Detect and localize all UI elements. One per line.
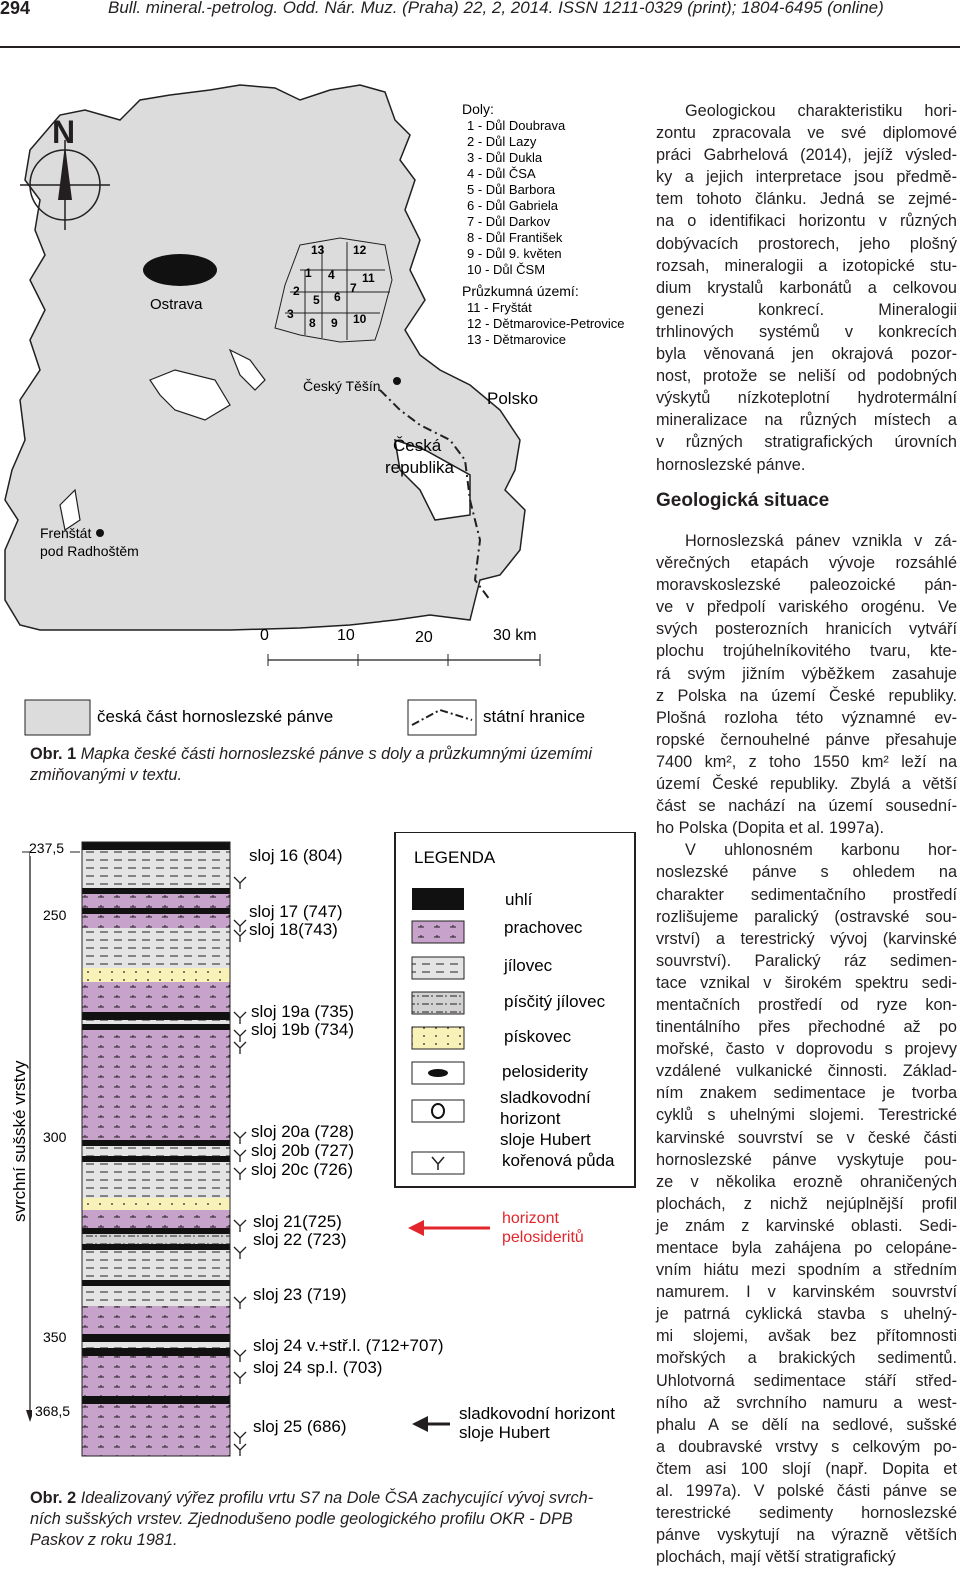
area-4: 4 (328, 268, 335, 282)
city-frenstat-1: Frenštát (40, 525, 92, 541)
text-line: Geologickou charakteristiku hori- (685, 102, 957, 120)
arrow-red-icon (408, 1220, 424, 1236)
text-line: noslezské pánve s ohledem na (656, 863, 957, 882)
text-line: mi slojemi, avšak bez přítomnosti (656, 1327, 957, 1346)
svg-text:7 - Důl Darkov: 7 - Důl Darkov (467, 214, 551, 229)
profile-layer (82, 914, 230, 928)
depth-labels (29, 838, 74, 1420)
text-line: plochách, mají větší stratigrafický (656, 1548, 896, 1567)
profile-layer (82, 1140, 230, 1146)
svg-text:8 - Důl František: 8 - Důl František (467, 230, 563, 245)
text-line: ve v předpolí variského orogénu. Ve (656, 598, 957, 617)
profile-layer (82, 1334, 230, 1342)
svg-text:sloj 23 (719): sloj 23 (719) (253, 1285, 347, 1304)
svg-text:2 - Důl Lazy: 2 - Důl Lazy (467, 134, 537, 149)
text-line: karvinské souvrství se v české části (656, 1128, 957, 1147)
svg-text:250: 250 (43, 907, 67, 923)
mines-list (467, 118, 566, 277)
svg-text:sloj 19b (734): sloj 19b (734) (251, 1020, 355, 1039)
root-icon (234, 1247, 246, 1259)
text-line: V uhlonosném karbonu hor- (685, 841, 957, 860)
svg-text:6 - Důl Gabriela: 6 - Důl Gabriela (467, 198, 559, 213)
profile-layer (82, 1244, 230, 1250)
profile-layer (82, 1250, 230, 1280)
svg-text:20: 20 (415, 629, 433, 646)
svg-text:300: 300 (43, 1129, 67, 1145)
profile-layer (82, 1012, 230, 1020)
text-line: ním znakem sedimentace je tvorba (656, 1084, 957, 1103)
profile-layer (82, 928, 230, 968)
text-line: rá svým jižním výběžkem zasahuje (656, 664, 957, 683)
text-line: čtem asi 100 slojí (např. Dopita et (656, 1459, 957, 1478)
svg-text:sloj 22 (723): sloj 22 (723) (253, 1230, 347, 1249)
profile-layer (82, 1396, 230, 1404)
city-tesin: Český Těšín (303, 378, 381, 394)
text-line: hornoslezské pánve vyskytuje pou- (656, 1150, 957, 1169)
profile-layer (82, 1146, 230, 1156)
root-icon (234, 1132, 246, 1144)
profile-layer (82, 1030, 230, 1140)
svg-text:3 - Důl Dukla: 3 - Důl Dukla (467, 150, 543, 165)
svg-text:1 - Důl Doubrava: 1 - Důl Doubrava (467, 118, 566, 133)
text-line: mentačních prostředí od ryze kon- (656, 995, 957, 1014)
text-line: rozsah, mineralogii a izotopické stu- (656, 256, 957, 275)
legend-basin-swatch (25, 700, 90, 735)
area-3: 3 (287, 307, 294, 321)
text-line: genezi konkrecí. Mineralogii (656, 300, 957, 319)
text-line: v různých stratigrafických úrovních (656, 433, 957, 452)
figure-1-map (0, 80, 650, 740)
text-line: Uhlotvorná sedimentace stáří střed- (656, 1371, 957, 1390)
svg-text:sloj 18(743): sloj 18(743) (249, 920, 338, 939)
svg-text:4 - Důl ČSA: 4 - Důl ČSA (467, 166, 536, 181)
svg-text:horizont: horizont (500, 1109, 561, 1128)
svg-text:prachovec: prachovec (504, 918, 583, 937)
profile-layer (82, 982, 230, 1012)
text-line: hornoslezské pánve. (656, 455, 806, 474)
figure-2-profile (0, 832, 650, 1462)
text-line: svých posterozních hranicích vytváří (656, 620, 957, 639)
svg-text:kořenová půda: kořenová půda (502, 1151, 615, 1170)
text-line: rozlišujeme paralický (ostravské sou- (656, 907, 957, 926)
profile-layer (82, 1024, 230, 1030)
arrow1-line2: pelosideritů (502, 1229, 584, 1246)
svg-text:pelosiderity: pelosiderity (502, 1062, 588, 1081)
text-line: nost, protože se neliší od podobných (656, 367, 957, 386)
profile-layer (82, 968, 230, 982)
text-line: Hornoslezská pánev vznikla v zá- (685, 532, 957, 550)
text-line: vrství) a terestrický vývoj (karvinské (656, 929, 957, 948)
profile-layer (82, 1348, 230, 1356)
text-line: vním hiátu mezi spodním a středním (656, 1261, 957, 1280)
root-icon (234, 920, 246, 932)
svg-text:sloj 25 (686): sloj 25 (686) (253, 1417, 347, 1436)
arrow2-line1: sladkovodní horizont (459, 1404, 615, 1423)
svg-text:9 - Důl 9. květen: 9 - Důl 9. květen (467, 246, 562, 261)
svg-text:237,5: 237,5 (29, 840, 65, 856)
area-12: 12 (353, 243, 367, 257)
profile-layer (82, 1356, 230, 1396)
root-icon (234, 1432, 246, 1444)
intro-paragraph (656, 100, 957, 476)
text-line: moravskoslezské paleozoické pán- (656, 576, 957, 595)
svg-text:sloj 16 (804): sloj 16 (804) (249, 846, 343, 865)
text-line: na o identifikaci horizontu v různých (656, 212, 957, 231)
caption-1: Obr. 1 Mapka české části hornoslezské pánve s doly a průzkumnými územími zmiňovanými v textu. (30, 745, 592, 784)
root-icon (234, 1012, 246, 1024)
area-1: 1 (305, 266, 312, 280)
profile-layer (82, 850, 230, 888)
svg-text:368,5: 368,5 (35, 1403, 71, 1419)
svg-text:sladkovodní: sladkovodní (500, 1088, 591, 1107)
area-9: 9 (331, 316, 338, 330)
svg-text:sloj 20b (727): sloj 20b (727) (251, 1141, 355, 1160)
profile-layer (82, 894, 230, 908)
area-7: 7 (350, 281, 357, 295)
text-line: ky a jejich interpretace jsou předmě- (656, 168, 957, 187)
arrow1-line1: horizont (502, 1210, 559, 1227)
vertical-label: svrchní sušské vrstvy (10, 1060, 29, 1222)
text-line: namurem. I v karvinském souvrství (656, 1283, 957, 1302)
profile-layer (82, 842, 230, 850)
text-line: dobývacích prostorech, jeho plošný (656, 234, 957, 253)
root-icon (234, 1372, 246, 1384)
arrow-black-icon (412, 1416, 428, 1432)
profile-layer (82, 1286, 230, 1306)
svg-text:12 - Dětmarovice-Petrovice: 12 - Dětmarovice-Petrovice (467, 316, 625, 331)
root-icon (234, 877, 246, 889)
text-line: část se nachází na území sousední- (656, 797, 957, 816)
text-line: tinentálního přes přechodné až po (656, 1018, 957, 1037)
text-line: phalu A se dělí na sedlové, sušské (656, 1415, 957, 1434)
area-5: 5 (313, 293, 320, 307)
svg-text:30 km: 30 km (493, 627, 537, 644)
area-11: 11 (362, 271, 375, 285)
svg-text:jílovec: jílovec (504, 956, 553, 975)
legend-basin: česká část hornoslezské pánve (97, 707, 334, 726)
svg-text:sloj 17 (747): sloj 17 (747) (249, 902, 343, 921)
running-title: Bull. mineral.-petrolog. Odd. Nár. Muz. (Praha) 22, 2, 2014. ISSN 1211-0329 (print); 1804-6495 (online) (108, 0, 884, 17)
area-8: 8 (309, 316, 316, 330)
svg-text:sloje Hubert: sloje Hubert (500, 1130, 591, 1149)
svg-text:350: 350 (43, 1329, 67, 1345)
root-icon (234, 1042, 246, 1054)
svg-text:pískovec: pískovec (504, 1027, 572, 1046)
area-6: 6 (334, 290, 341, 304)
svg-text:5 - Důl Barbora: 5 - Důl Barbora (467, 182, 556, 197)
page-header (0, 0, 960, 48)
text-line: souvrství). Paralický ráz sedimen- (656, 951, 957, 970)
svg-text:sloj 21(725): sloj 21(725) (253, 1212, 342, 1231)
arrow2-line2: sloje Hubert (459, 1423, 550, 1442)
text-line: charakter sedimentačního prostředí (656, 885, 957, 904)
scale-bar (260, 627, 540, 666)
svg-text:13 - Dětmarovice: 13 - Dětmarovice (467, 332, 566, 347)
text-line: ze v několika erozně ohraničených (656, 1172, 957, 1191)
text-line: ho Polska (Dopita et al. 1997a). (656, 819, 885, 838)
svg-text:sloj 24 v.+stř.l. (712+707): sloj 24 v.+stř.l. (712+707) (253, 1336, 444, 1355)
text-line: zontu zpracovala ve své diplomové (656, 124, 957, 143)
text-line: plochu trojúhelníkovitého tvaru, kte- (656, 642, 957, 661)
profile-layer (82, 908, 230, 914)
paragraph-1 (656, 530, 957, 839)
text-line: 7400 km², z toho 1550 km² leží na (656, 752, 957, 771)
text-line: mentace byla zahájena po celopáne- (656, 1239, 957, 1257)
text-line: terestrické sedimenty hornoslezské (656, 1504, 957, 1523)
root-icon (234, 1150, 246, 1162)
text-line: tace vznikal v širokém spektru sedi- (656, 973, 957, 992)
svg-text:sloj 24 sp.l. (703): sloj 24 sp.l. (703) (253, 1358, 383, 1377)
text-line: mořských a brakických sedimentů. (656, 1349, 957, 1368)
paragraph-2 (656, 839, 957, 1568)
svg-text:uhlí: uhlí (505, 890, 533, 909)
text-line: al. 1997a). V polské části pánve se (656, 1482, 957, 1501)
text-line: byla věnovaná jen okrajová pozor- (656, 345, 957, 364)
text-line: věrečných etapách vývoje rozsáhlé (656, 554, 957, 573)
profile-layer (82, 1198, 230, 1210)
svg-text:sloj 19a (735): sloj 19a (735) (251, 1002, 355, 1021)
text-line: ního až svrchního namuru a west- (656, 1393, 957, 1412)
profile-column (82, 842, 230, 1456)
text-line: dium krystalů karbonátů a celkovou (656, 278, 957, 297)
profile-layer (82, 1210, 230, 1228)
mines-title: Doly: (462, 101, 494, 117)
text-line: tem tohoto článku. Jedná se zejmé- (656, 190, 957, 209)
svg-text:0: 0 (260, 627, 269, 644)
text-line: mořské, často v doprovodu s projevy (656, 1040, 957, 1059)
root-icon (234, 1444, 246, 1456)
label-cr-1: Česká (393, 436, 442, 455)
svg-text:sloj 20c (726): sloj 20c (726) (251, 1160, 354, 1179)
text-line: je znám z karvinské oblasti. Sedi- (656, 1216, 957, 1235)
legend-border: státní hranice (483, 707, 586, 726)
text-line: je patrná cyklická stavba s uhelný- (656, 1305, 957, 1324)
legend-title: LEGENDA (414, 848, 496, 867)
profile-layer (82, 1228, 230, 1234)
profile-layer (82, 1342, 230, 1348)
area-10: 10 (353, 312, 367, 326)
page-number: 294 (0, 0, 31, 18)
area-2: 2 (293, 284, 300, 298)
root-icon (234, 1220, 246, 1232)
label-cr-2: republika (385, 458, 454, 477)
profile-layer (82, 1234, 230, 1244)
profile-layer (82, 1404, 230, 1456)
city-frenstat-2: pod Radhoštěm (40, 543, 139, 559)
text-line: vzdálené vulkanické činnosti. Základ- (656, 1062, 957, 1081)
svg-text:10 - Důl ČSM: 10 - Důl ČSM (467, 262, 546, 277)
ostrava-marker (143, 254, 217, 286)
text-line: z Polska na území České republiky. (656, 686, 957, 705)
text-line: Plošná rozloha této významné ev- (656, 708, 957, 727)
text-line: ropské černouhelné pánve přesahuje (656, 730, 957, 749)
body-paragraphs (656, 530, 957, 1568)
label-polsko: Polsko (487, 389, 539, 408)
city-ostrava: Ostrava (150, 296, 203, 313)
root-icon (234, 1030, 246, 1042)
caption-2: Obr. 2 Idealizovaný výřez profilu vrtu S7 na Dole ČSA zachycující vývoj svrch- ních sušských vrstev. Zjednodušeno podle geologického profilu OKR - DPB Paskov z roku 1981. (30, 1489, 594, 1549)
text-line: výskytů nízkoteplotní hydrotermální (656, 389, 957, 408)
exploration-title: Průzkumná území: (462, 283, 579, 299)
root-icon (234, 1350, 246, 1362)
north-label: N (52, 114, 76, 150)
profile-layer (82, 888, 230, 894)
text-line: cyklů s uhelnými slojemi. Terestrické (656, 1106, 957, 1125)
text-line: území České republiky. Zbylá a větší (656, 775, 957, 794)
profile-layer (82, 1280, 230, 1286)
text-line: plochách, z nichž nejúplnější profil (656, 1194, 957, 1213)
svg-text:písčitý jílovec: písčitý jílovec (504, 992, 606, 1011)
profile-layer (82, 1162, 230, 1198)
svg-text:10: 10 (337, 627, 355, 644)
text-line: mineralizace na různých místech a (656, 411, 957, 430)
text-line: práci Gabrhelová (2014), jejíž výsled- (656, 146, 957, 165)
profile-layer (82, 1306, 230, 1334)
section-title: Geologická situace (656, 490, 830, 511)
area-13: 13 (311, 243, 325, 257)
root-icon (234, 1168, 246, 1180)
root-icon (234, 1297, 246, 1309)
svg-text:11 - Fryštát: 11 - Fryštát (467, 300, 532, 315)
profile-layer (82, 1020, 230, 1024)
text-line: a doubravské vrstvy s celkovým po- (656, 1437, 957, 1456)
svg-text:sloj 20a (728): sloj 20a (728) (251, 1122, 355, 1141)
profile-layer (82, 1156, 230, 1162)
exploration-list (467, 300, 625, 347)
text-line: pánve vyskytují na výrazně větších (656, 1526, 957, 1545)
text-line: trhlinových systémů v konkrecích (656, 322, 957, 341)
